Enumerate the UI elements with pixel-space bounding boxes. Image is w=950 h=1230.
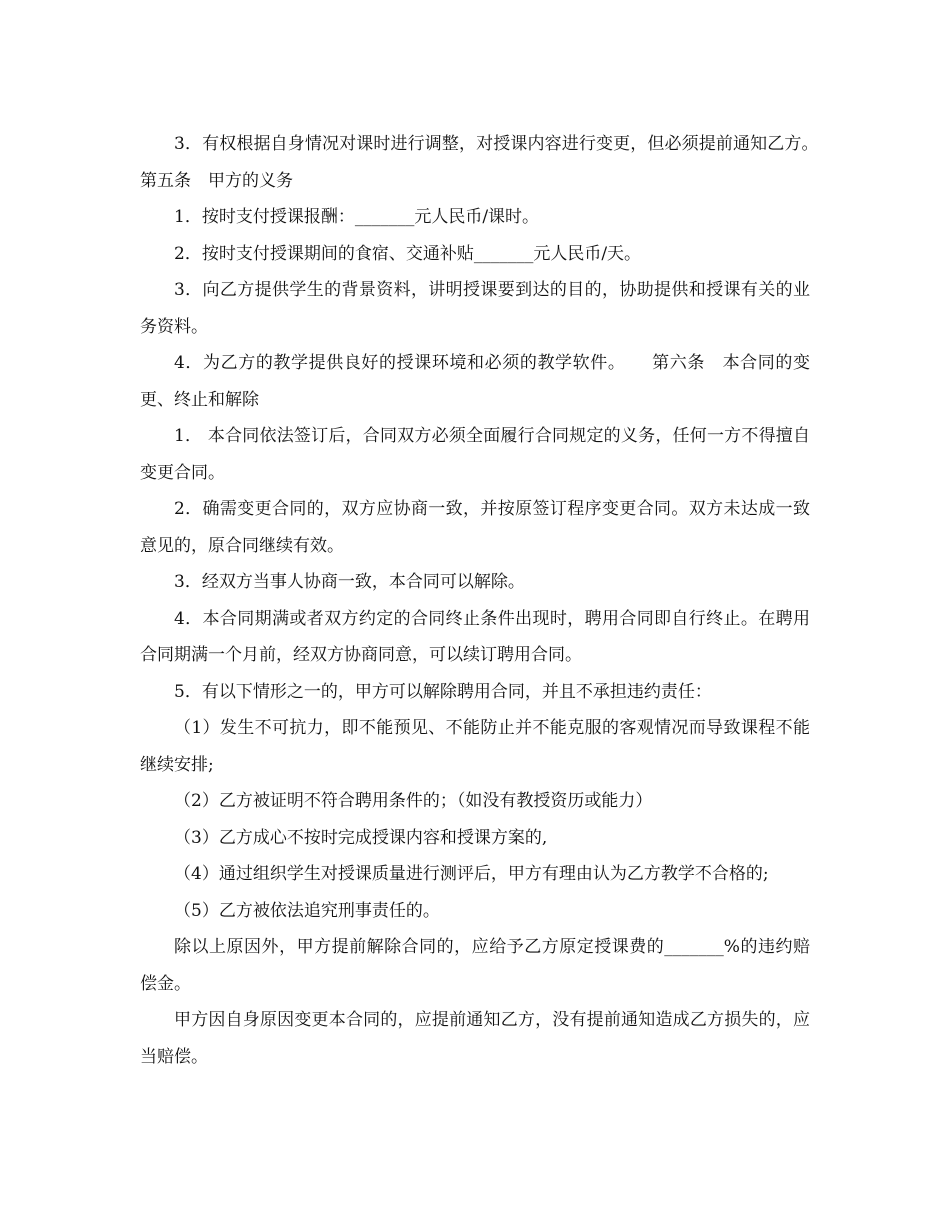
paragraph: 1． 本合同依法签订后，合同双方必须全面履行合同规定的义务，任何一方不得擅自变更合同。 — [140, 426, 810, 483]
paragraph: 4．本合同期满或者双方约定的合同终止条件出现时，聘用合同即自行终止。在聘用合同期满一个月前，经双方协商同意，可以续订聘用合同。 — [140, 608, 810, 665]
paragraph: 甲方因自身原因变更本合同的，应提前通知乙方，没有提前通知造成乙方损失的，应当赔偿。 — [140, 1010, 810, 1067]
paragraph: 2．确需变更合同的，双方应协商一致，并按原签订程序变更合同。双方未达成一致意见的，原合同继续有效。 — [140, 499, 810, 556]
paragraph: 4．为乙方的教学提供良好的授课环境和必须的教学软件。 第六条 本合同的变更、终止和解除 — [140, 353, 810, 410]
paragraph: 3．经双方当事人协商一致，本合同可以解除。 — [174, 572, 525, 592]
paragraph: （4）通过组织学生对授课质量进行测评后，甲方有理由认为乙方教学不合格的; — [174, 864, 769, 884]
paragraph: 3．有权根据自身情况对课时进行调整，对授课内容进行变更，但必须提前通知乙方。 第五条 甲方的义务 — [140, 134, 844, 191]
paragraph: （3）乙方成心不按时完成授课内容和授课方案的, — [174, 827, 548, 848]
paragraph: 3．向乙方提供学生的背景资料，讲明授课要到达的目的，协助提供和授课有关的业务资料。 — [140, 280, 810, 337]
paragraph: 1．按时支付授课报酬：_______元人民币/课时。 — [174, 207, 540, 227]
document-body — [140, 126, 844, 1075]
paragraph: 2．按时支付授课期间的食宿、交通补贴_______元人民币/天。 — [174, 243, 642, 264]
paragraph: 5．有以下情形之一的，甲方可以解除聘用合同，并且不承担违约责任： — [174, 681, 712, 702]
paragraph: （5）乙方被依法追究刑事责任的。 — [174, 900, 440, 921]
paragraph: （2）乙方被证明不符合聘用条件的；（如没有教授资历或能力） — [174, 791, 653, 811]
paragraph: 除以上原因外，甲方提前解除合同的，应给予乙方原定授课费的_______%的违约赔偿金。 — [140, 937, 810, 994]
paragraph: （1）发生不可抗力，即不能预见、不能防止并不能克服的客观情况而导致课程不能继续安排; — [140, 718, 810, 775]
